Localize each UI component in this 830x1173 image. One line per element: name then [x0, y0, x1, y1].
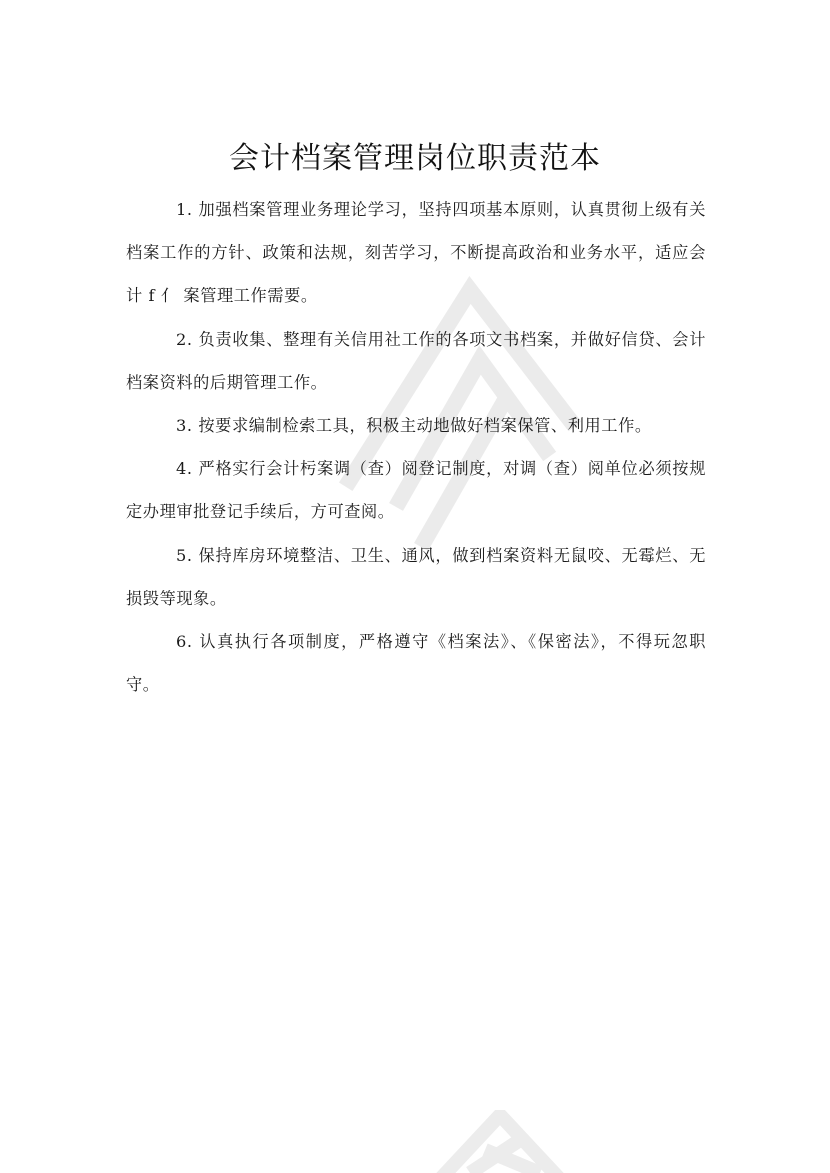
watermark-logo-bottom-icon [420, 1110, 580, 1173]
paragraph-4: 4. 严格实行会计杇案调（查）阅登记制度，对调（查）阅单位必须按规定办理审批登记手续后，方可查阅。 [126, 459, 706, 522]
document-title: 会计档案管理岗位职责范本 [229, 141, 601, 177]
paragraph-5: 5. 保持库房环境整洁、卫生、通风，做到档案资料无鼠咬、无霉烂、无损毁等现象。 [126, 545, 706, 608]
paragraph-6: 6. 认真执行各项制度，严格遵守《档案法》、《保密法》，不得玩忽职守。 [126, 632, 706, 695]
paragraph-2: 2. 负责收集、整理有关信用社工作的各项文书档案，并做好信贷、会计档案资料的后期管理工作。 [126, 329, 706, 392]
paragraph-1: 1. 加强档案管理业务理论学习，坚持四项基本原则，认真贯彻上级有关档案工作的方针、政策和法规，刻苦学习，不断提高政治和业务水平，适应会计 f 亻 案管理工作需要。 [126, 200, 706, 306]
document-body [126, 188, 706, 706]
paragraph-3: 3. 按要求编制检索工具，积极主动地做好档案保管、利用工作。 [176, 416, 652, 436]
